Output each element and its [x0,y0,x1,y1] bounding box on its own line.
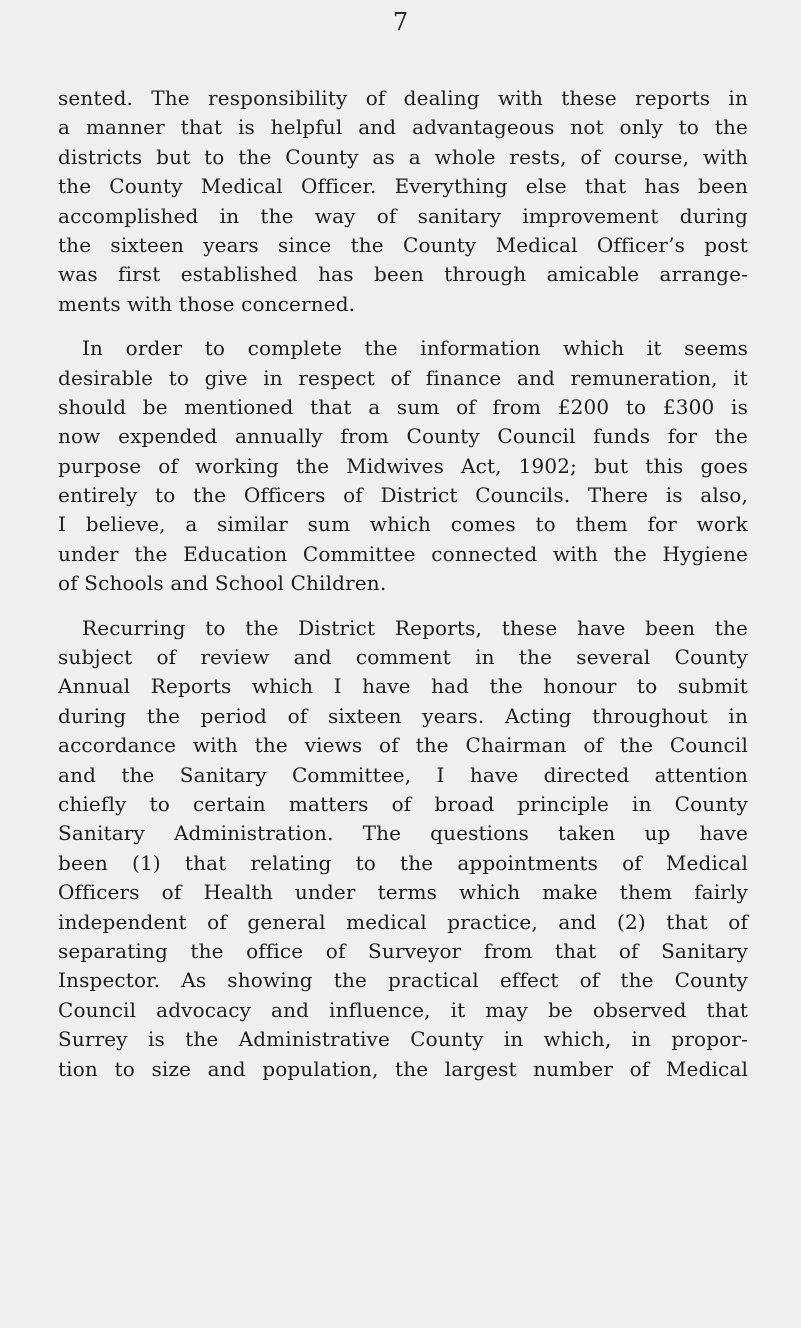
text-line: In order to complete the information which it seems [82,336,748,361]
text-line: the County Medical Officer. Everything else that has been [58,174,748,199]
paragraph-2 [58,334,748,599]
text-line: ments with those concerned. [58,291,356,316]
text-line: Recurring to the District Reports, these have been the [82,615,748,640]
text-line: Annual Reports which I have had the honour to submit [58,674,748,699]
text-line: was first established has been through amicable arrange- [58,262,748,287]
text-line: under the Education Committee connected with the Hygiene [58,541,748,566]
text-line: Inspector. As showing the practical effect of the County [58,968,748,993]
text-line: been (1) that relating to the appointments of Medical [58,850,748,875]
text-line: subject of review and comment in the several County [58,645,748,670]
text-line: a manner that is helpful and advantageous not only to the [58,115,748,140]
text-line: Sanitary Administration. The questions taken up have [58,821,748,846]
text-line: sented. The responsibility of dealing with these reports in [58,86,748,110]
text-line: the sixteen years since the County Medical Officer’s post [58,232,748,257]
text-line: accomplished in the way of sanitary improvement during [58,203,748,228]
body-text [58,84,748,1084]
text-line: Council advocacy and influence, it may be observed that [58,997,748,1022]
text-line: chiefly to certain matters of broad principle in County [58,791,748,816]
text-line: entirely to the Officers of District Councils. There is also, [58,483,748,508]
paragraph-3 [58,614,748,1084]
text-line: accordance with the views of the Chairman of the Council [58,733,748,758]
paragraph-1 [58,84,748,319]
text-line: Surrey is the Administrative County in which, in propor- [58,1027,748,1052]
text-line: independent of general medical practice, and (2) that of [58,909,748,934]
text-line: and the Sanitary Committee, I have directed attention [58,762,748,787]
text-line: separating the office of Surveyor from that of Sanitary [58,938,748,963]
text-line: desirable to give in respect of finance and remuneration, it [58,365,748,390]
text-line: Officers of Health under terms which make them fairly [58,880,748,905]
text-line: of Schools and School Children. [58,571,387,596]
page-number: 7 [392,8,409,36]
text-line: districts but to the County as a whole rests, of course, with [58,144,748,169]
text-line: purpose of working the Midwives Act, 1902; but this goes [58,453,748,478]
text-line: tion to size and population, the largest number of Medical [58,1056,748,1081]
text-line: should be mentioned that a sum of from £200 to £300 is [58,394,748,419]
text-line: now expended annually from County Council funds for the [58,424,748,449]
text-line: I believe, a similar sum which comes to them for work [58,512,748,537]
text-line: during the period of sixteen years. Acting throughout in [58,703,748,728]
